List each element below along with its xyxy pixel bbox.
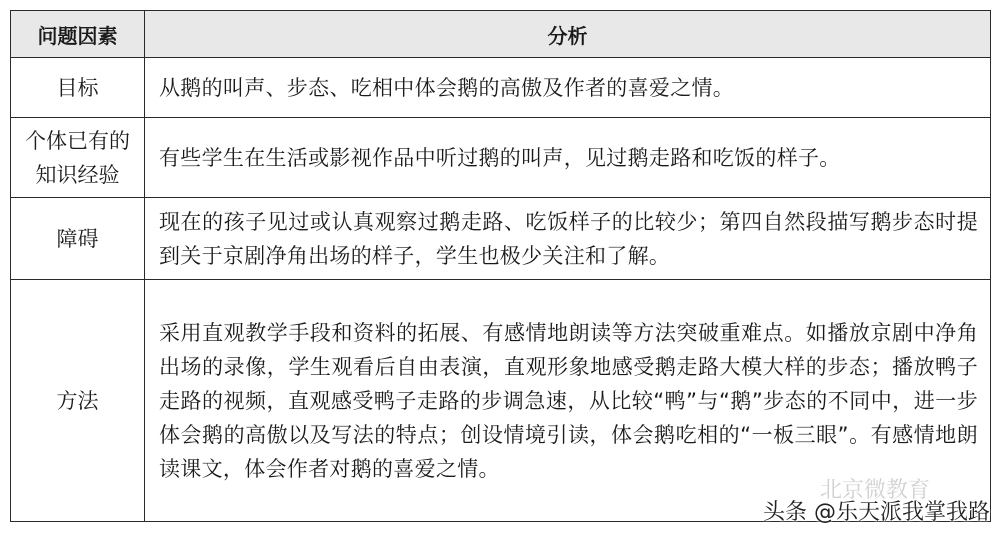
factor-text: 障碍: [56, 226, 99, 251]
row-analysis: [145, 58, 991, 118]
watermark-faded-text: 北京微教育: [819, 478, 930, 503]
table-row: [11, 118, 991, 198]
analysis-text: 现在的孩子见过或认真观察过鹅走路、吃饭样子的比较少；第四自然段描写鹅步态时提到关于京剧净角出场的样子，学生也极少关注和了解。: [159, 209, 978, 268]
row-factor: [11, 198, 145, 280]
row-factor: [11, 280, 145, 522]
header-factor: 问题因素: [11, 11, 145, 58]
table-header-row: [11, 11, 991, 58]
factor-text: 方法: [56, 388, 99, 413]
factor-text: 目标: [56, 75, 99, 100]
row-factor: [11, 58, 145, 118]
row-factor: [11, 118, 145, 198]
factor-text: 个体已有的: [25, 128, 130, 153]
row-analysis: [145, 198, 991, 280]
factor-text: 知识经验: [35, 162, 120, 187]
watermark: [763, 478, 990, 526]
table-row: [11, 198, 991, 280]
row-analysis: [145, 118, 991, 198]
analysis-text: 有些学生在生活或影视作品中听过鹅的叫声，见过鹅走路和吃饭的样子。: [159, 145, 841, 170]
table-row: [11, 58, 991, 118]
analysis-table: [10, 10, 991, 522]
watermark-text: 头条 @乐天派我掌我路: [763, 500, 990, 525]
analysis-text: 从鹅的叫声、步态、吃相中体会鹅的高傲及作者的喜爱之情。: [159, 75, 735, 100]
analysis-text: 采用直观教学手段和资料的拓展、有感情地朗读等方法突破重难点。如播放京剧中净角出场的录像，学生观看后自由表演，直观形象地感受鹅走路大模大样的步态；播放鸭子走路的视频，直观感受鸭子走路的步调急速，从比较“鸭”与“鹅”步态的不同中，进一步体会鹅的高傲以及写法的特点；创设情境引读，体会鹅吃相的“一板三眼”。有感情地朗读课文，体会作者对鹅的喜爱之情。: [159, 320, 978, 481]
header-analysis: 分析: [145, 11, 991, 58]
